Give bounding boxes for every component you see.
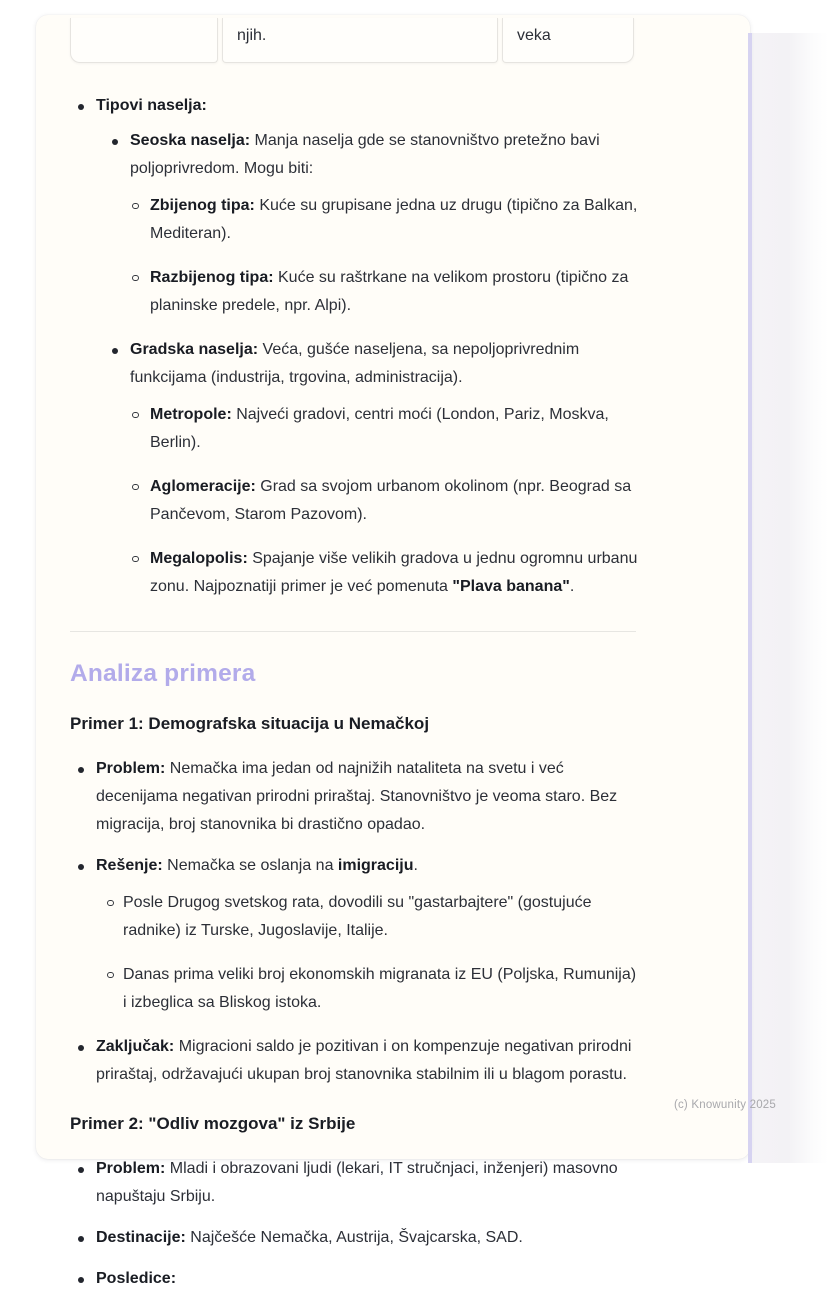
list-item-migranti-eu bbox=[101, 961, 638, 1017]
subsection-title-primer-1: Primer 1: Demografska situacija u Nemačkoj bbox=[70, 714, 430, 733]
section-divider bbox=[70, 631, 636, 632]
scroll-indicator[interactable] bbox=[748, 33, 752, 1163]
item-lead: Problem: bbox=[96, 1160, 166, 1177]
item-text-tail: . bbox=[413, 857, 418, 874]
item-bold-fragment: "Plava banana" bbox=[452, 578, 570, 595]
item-lead: Razbijenog tipa: bbox=[150, 269, 274, 286]
table-fragment bbox=[70, 18, 638, 63]
table-cell: njih. bbox=[222, 18, 498, 63]
bullet-list-level3 bbox=[124, 401, 638, 601]
list-item-megalopolis bbox=[124, 545, 638, 601]
document-viewport bbox=[0, 27, 828, 1287]
page-content bbox=[70, 15, 638, 1306]
item-bold-fragment: imigraciju bbox=[337, 857, 414, 874]
item-lead: Megalopolis: bbox=[150, 550, 248, 567]
bullet-list-level3 bbox=[124, 192, 638, 320]
bullet-list-primer2 bbox=[70, 1155, 638, 1293]
watermark: (c) Knowunity 2025 bbox=[673, 1099, 776, 1111]
item-text: Danas prima veliki broj ekonomskih migranata iz EU (Poljska, Rumunija) i izbeglica sa Bliskog istoka. bbox=[123, 966, 637, 1011]
item-text: Mladi i obrazovani ljudi (lekari, IT stručnjaci, inženjeri) masovno napuštaju Srbiju. bbox=[96, 1160, 618, 1205]
list-item-seoska-naselja bbox=[104, 127, 638, 320]
subsection-title-primer-2: Primer 2: "Odliv mozgova" iz Srbije bbox=[70, 1114, 356, 1133]
list-item-destinacije bbox=[70, 1224, 638, 1252]
item-lead: Problem: bbox=[96, 760, 166, 777]
list-item-gradska-naselja bbox=[104, 336, 638, 601]
list-item-posledice bbox=[70, 1265, 638, 1293]
list-item-razbijenog-tipa bbox=[124, 264, 638, 320]
list-item-zbijenog-tipa bbox=[124, 192, 638, 248]
item-lead: Rešenje: bbox=[96, 857, 163, 874]
item-text: Nemačka ima jedan od najnižih nataliteta na svetu i već decenijama negativan prirodni priraštaj. Stanovništvo je veoma staro. Bez migracija, broj stanovnika bi drastično opadao. bbox=[96, 760, 618, 833]
item-lead: Metropole: bbox=[150, 406, 232, 423]
item-text: Manja naselja gde se stanovništvo pretežno bavi poljoprivredom. Mogu biti: bbox=[130, 132, 600, 177]
item-text: Nemačka se oslanja na bbox=[162, 857, 338, 874]
item-lead: Seoska naselja: bbox=[130, 132, 251, 149]
item-lead: Gradska naselja: bbox=[130, 341, 259, 358]
list-item-problem-1 bbox=[70, 755, 638, 839]
item-text: Migracioni saldo je pozitivan i on kompenzuje negativan prirodni priraštaj, održavajući ukupan broj stanovnika stabilnim ili u blagom porastu. bbox=[96, 1038, 632, 1083]
document-page bbox=[36, 15, 750, 1287]
list-item-problem-2 bbox=[70, 1155, 638, 1211]
section-heading-analiza-primera: Analiza primera bbox=[70, 660, 256, 687]
list-item-zakljucak bbox=[70, 1033, 638, 1089]
item-text-tail: . bbox=[569, 578, 575, 595]
bullet-list-primer1 bbox=[70, 755, 638, 1089]
list-item-metropole bbox=[124, 401, 638, 457]
list-item-resenje bbox=[70, 852, 638, 1017]
item-text: Veća, gušće naseljena, sa nepoljoprivrednim funkcijama (industrija, trgovina, administracija). bbox=[130, 341, 580, 386]
item-text: Grad sa svojom urbanom okolinom (npr. Beograd sa Pančevom, Starom Pazovom). bbox=[150, 478, 632, 523]
table-cell bbox=[70, 18, 218, 63]
item-text: Najveći gradovi, centri moći (London, Pariz, Moskva, Berlin). bbox=[150, 406, 609, 451]
item-text: Najčešće Nemačka, Austrija, Švajcarska, SAD. bbox=[185, 1229, 523, 1246]
item-lead: Destinacije: bbox=[96, 1229, 186, 1246]
item-lead: Posledice: bbox=[96, 1270, 177, 1287]
item-lead: Tipovi naselja: bbox=[96, 97, 207, 114]
list-item-tipovi-naselja bbox=[70, 92, 638, 601]
item-text: Kuće su raštrkane na velikom prostoru (tipično za planinske predele, npr. Alpi). bbox=[150, 269, 629, 314]
bullet-list-resenje-sub bbox=[101, 889, 638, 1017]
item-lead: Zbijenog tipa: bbox=[150, 197, 255, 214]
item-lead: Aglomeracije: bbox=[150, 478, 256, 495]
right-margin-strip bbox=[752, 33, 828, 1163]
item-text: Posle Drugog svetskog rata, dovodili su "gastarbajtere" (gostujuće radnike) iz Turske, Jugoslavije, Italije. bbox=[123, 894, 592, 939]
item-text: Kuće su grupisane jedna uz drugu (tipično za Balkan, Mediteran). bbox=[150, 197, 638, 242]
bullet-list-tipovi bbox=[70, 92, 638, 601]
table-cell: veka bbox=[502, 18, 634, 63]
list-item-aglomeracije bbox=[124, 473, 638, 529]
list-item-gastarbajteri bbox=[101, 889, 638, 945]
item-text: Spajanje više velikih gradova u jednu ogromnu urbanu zonu. Najpoznatiji primer je već pomenuta bbox=[150, 550, 638, 595]
bullet-list-level2 bbox=[104, 127, 638, 601]
item-lead: Zaključak: bbox=[96, 1038, 175, 1055]
